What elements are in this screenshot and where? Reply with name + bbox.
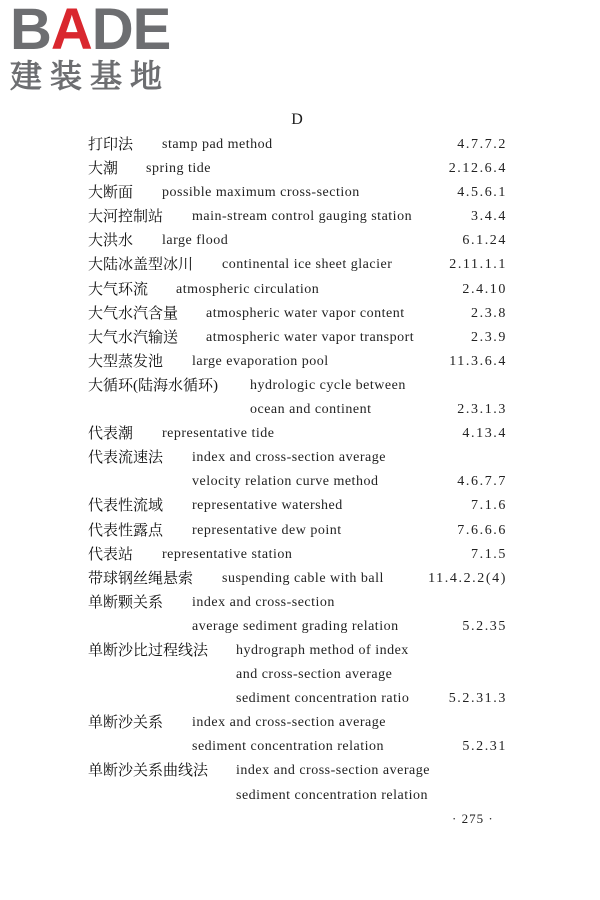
entry-section-ref: 6.1.24 (462, 233, 507, 249)
entry-term: 单断沙关系曲线法 (88, 763, 209, 780)
entry-term: 代表站 (88, 546, 134, 563)
entry-english-line: sediment concentration ratio (236, 691, 410, 707)
entry-section-ref: 4.5.6.1 (457, 185, 507, 201)
glossary-entry (0, 567, 600, 591)
entry-english (176, 278, 600, 302)
entry-english (206, 326, 600, 350)
entry-section-ref: 2.12.6.4 (448, 161, 507, 177)
entry-english-line: stamp pad method (162, 137, 273, 152)
entry-term: 大潮 (88, 161, 119, 178)
entry-english (162, 422, 600, 446)
entry-english (222, 253, 600, 277)
entry-section-ref: 7.1.6 (471, 498, 507, 514)
glossary-entry (0, 157, 600, 181)
entry-english-line: spring tide (146, 161, 211, 177)
logo-subtitle: 建装基地 (10, 57, 171, 95)
entry-term: 代表潮 (88, 426, 134, 443)
glossary-entry (0, 422, 600, 446)
entry-section-ref: 5.2.35 (462, 618, 507, 634)
entry-english (222, 567, 600, 591)
entry-english (192, 350, 600, 374)
entry-term: 大气环流 (88, 281, 149, 298)
entry-section-ref: 4.6.7.7 (457, 474, 507, 490)
entry-section-ref: 5.2.31.3 (448, 691, 507, 707)
bade-logo (10, 0, 180, 96)
entry-term: 打印法 (88, 137, 134, 153)
entry-english (192, 205, 600, 229)
logo-letter-accent: A (50, 0, 92, 62)
entry-english-line: representative station (162, 546, 293, 562)
entry-english-line: hydrograph method of index (236, 642, 409, 658)
logo-letter: B (10, 0, 51, 62)
entry-section-ref: 2.3.8 (471, 305, 507, 321)
entry-section-ref: 4.7.7.2 (457, 137, 507, 152)
entry-english-line: suspending cable with ball (222, 570, 384, 586)
entry-english (192, 591, 600, 639)
glossary-entry (0, 374, 600, 422)
entry-term: 大陆冰盖型冰川 (88, 257, 194, 274)
entry-term: 代表性露点 (88, 522, 164, 539)
entry-english-line: atmospheric water vapor transport (206, 329, 415, 345)
entry-english-line: representative dew point (192, 522, 342, 538)
entry-english (192, 711, 600, 759)
glossary-entry (0, 350, 600, 374)
glossary-entry (0, 446, 600, 494)
entry-english-line: hydrologic cycle between (250, 377, 406, 393)
logo-letter: E (132, 0, 171, 62)
entry-english-line: large flood (162, 233, 229, 249)
entry-english-line: atmospheric water vapor content (206, 305, 405, 321)
glossary-entry (0, 205, 600, 229)
entry-english (192, 519, 600, 543)
entry-english-line: velocity relation curve method (192, 474, 379, 490)
entry-section-ref: 11.3.6.4 (449, 353, 507, 369)
entry-english (192, 494, 600, 518)
glossary-entry (0, 543, 600, 567)
entry-english (192, 446, 600, 494)
entry-english-line: and cross-section average (236, 667, 393, 683)
glossary-entry (0, 591, 600, 639)
logo-wordmark (10, 0, 180, 62)
entry-section-ref: 5.2.31 (462, 739, 507, 755)
entry-english (162, 229, 600, 253)
entry-section-ref: 7.1.5 (471, 546, 507, 562)
entry-english-line: sediment concentration relation (236, 787, 428, 803)
entry-section-ref: 7.6.6.6 (457, 522, 507, 538)
entry-english-line: continental ice sheet glacier (222, 257, 393, 273)
entry-english-line: index and cross-section average (192, 450, 386, 466)
entry-english (206, 302, 600, 326)
logo-letter: D (91, 0, 133, 62)
entry-term: 大气水汽输送 (88, 329, 179, 346)
entry-section-ref: 11.4.2.2(4) (428, 570, 507, 586)
entry-english-line: possible maximum cross-section (162, 185, 360, 201)
entry-section-ref: 4.13.4 (462, 426, 507, 442)
glossary-entry (0, 326, 600, 350)
glossary-entry (0, 519, 600, 543)
section-heading-letter: D (291, 111, 303, 128)
entry-english (162, 543, 600, 567)
entry-term: 大型蒸发池 (88, 353, 164, 370)
entry-term: 大断面 (88, 185, 134, 202)
glossary-entry (0, 711, 600, 759)
glossary-entry (0, 278, 600, 302)
entry-english (162, 181, 600, 205)
entry-term: 单断沙比过程线法 (88, 642, 209, 659)
entry-section-ref: 2.11.1.1 (449, 257, 507, 273)
glossary-entry (0, 181, 600, 205)
entry-term: 代表流速法 (88, 450, 164, 467)
entry-english-line: representative tide (162, 426, 275, 442)
glossary-entry (0, 229, 600, 253)
entry-term: 代表性流域 (88, 498, 164, 515)
entry-english (236, 639, 600, 711)
entry-english (162, 133, 600, 157)
entry-english-line: index and cross-section average (236, 763, 430, 779)
entry-term: 单断颗关系 (88, 594, 164, 611)
entry-english-line: atmospheric circulation (176, 281, 320, 297)
glossary-entry (0, 759, 600, 807)
glossary-list (0, 133, 600, 808)
entry-english-line: index and cross-section average (192, 715, 386, 731)
entry-english (236, 759, 600, 807)
page-number: · 275 · (452, 811, 494, 826)
entry-term: 带球钢丝绳悬索 (88, 570, 194, 587)
entry-english-line: index and cross-section (192, 594, 335, 610)
glossary-entry (0, 133, 600, 157)
entry-english-line: ocean and continent (250, 402, 372, 418)
entry-section-ref: 2.4.10 (462, 281, 507, 297)
entry-term: 大洪水 (88, 233, 134, 250)
glossary-entry (0, 302, 600, 326)
entry-english (146, 157, 600, 181)
entry-term: 大气水汽含量 (88, 305, 179, 322)
entry-term: 大河控制站 (88, 209, 164, 226)
entry-english-line: representative watershed (192, 498, 343, 514)
entry-english-line: sediment concentration relation (192, 739, 384, 755)
entry-term: 大循环(陆海水循环) (88, 377, 218, 394)
entry-section-ref: 2.3.9 (471, 329, 507, 345)
entry-term: 单断沙关系 (88, 715, 164, 732)
entry-english-line: main-stream control gauging station (192, 209, 413, 225)
entry-english-line: average sediment grading relation (192, 618, 399, 634)
entry-english-line: large evaporation pool (192, 353, 329, 369)
glossary-entry (0, 494, 600, 518)
entry-section-ref: 2.3.1.3 (457, 402, 507, 418)
entry-english (250, 374, 600, 422)
glossary-entry (0, 253, 600, 277)
glossary-entry (0, 639, 600, 711)
entry-section-ref: 3.4.4 (471, 209, 507, 225)
